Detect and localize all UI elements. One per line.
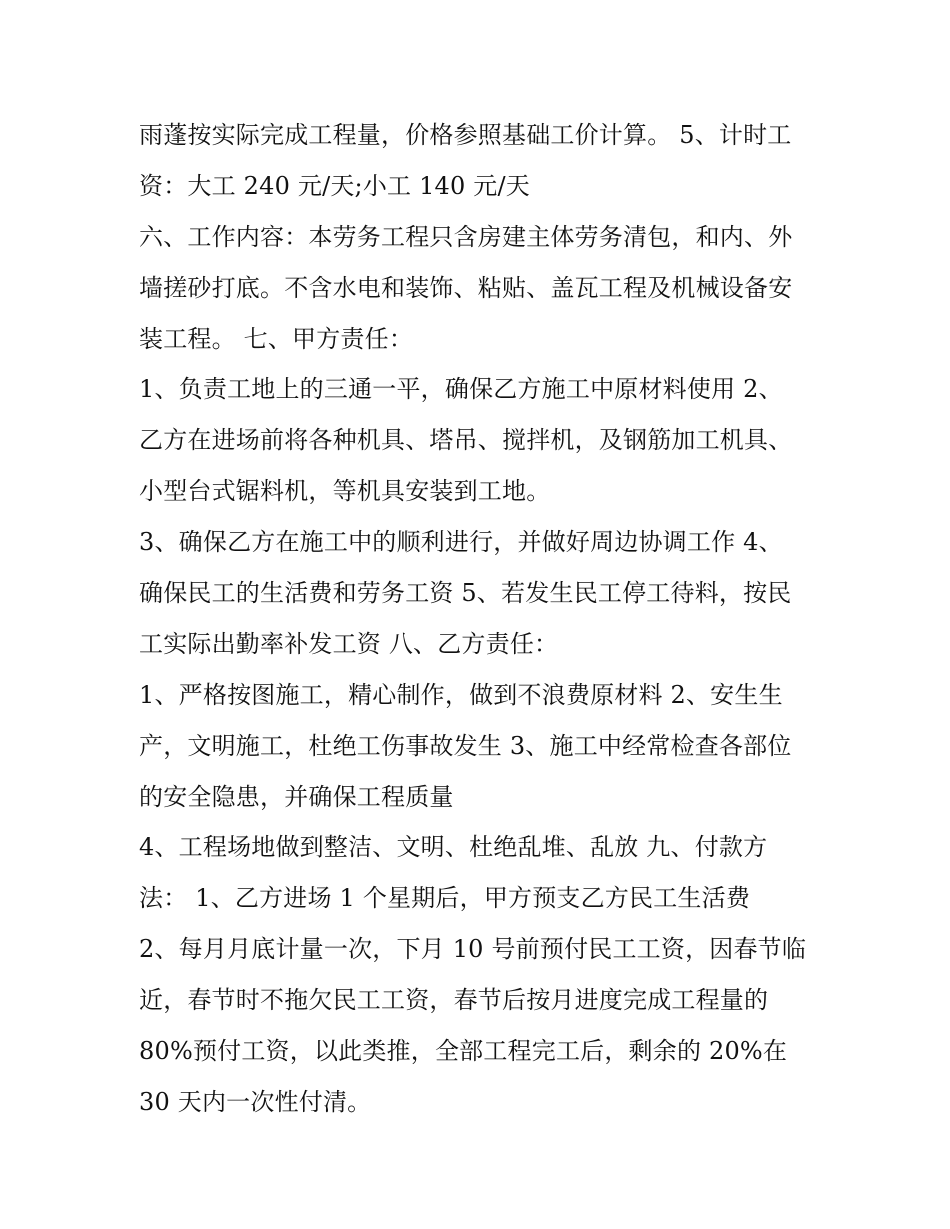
text-line-17: 2、每月月底计量一次，下月 10 号前预付民工工资，因春节临: [139, 935, 807, 964]
text-line-9: 3、确保乙方在施工中的顺利进行，并做好周边协调工作 4、: [139, 528, 783, 557]
text-line-6: 1、负责工地上的三通一平，确保乙方施工中原材料使用 2、: [139, 375, 783, 404]
text-line-8: 小型台式锯料机，等机具安装到工地。: [139, 477, 551, 506]
text-line-10: 确保民工的生活费和劳务工资 5、若发生民工停工待料，按民: [139, 579, 792, 608]
text-line-5: 装工程。 七、甲方责任：: [139, 324, 414, 353]
text-line-3: 六、工作内容：本劳务工程只含房建主体劳务清包，和内、外: [139, 222, 793, 251]
text-line-18: 近，春节时不拖欠民工工资，春节后按月进度完成工程量的: [139, 986, 769, 1015]
text-line-7: 乙方在进场前将各种机具、塔吊、搅拌机，及钢筋加工机具、: [139, 426, 793, 455]
text-line-20: 30 天内一次性付清。: [139, 1087, 372, 1116]
text-line-15: 4、工程场地做到整洁、文明、杜绝乱堆、乱放 九、付款方: [139, 833, 768, 862]
text-line-16: 法： 1、乙方进场 1 个星期后，甲方预支乙方民工生活费: [139, 884, 751, 913]
text-line-12: 1、严格按图施工，精心制作，做到不浪费原材料 2、安生生: [139, 680, 783, 709]
contract-text: [139, 110, 839, 1128]
text-line-4: 墙搓砂打底。不含水电和装饰、粘贴、盖瓦工程及机械设备安: [139, 273, 793, 302]
text-line-14: 的安全隐患，并确保工程质量: [139, 782, 454, 811]
text-line-13: 产，文明施工，杜绝工伤事故发生 3、施工中经常检查各部位: [139, 731, 792, 760]
text-line-11: 工实际出勤率补发工资 八、乙方责任：: [139, 629, 559, 658]
text-line-1: 雨蓬按实际完成工程量，价格参照基础工价计算。 5、计时工: [139, 121, 792, 149]
text-line-2: 资：大工 240 元/天;小工 140 元/天: [139, 171, 530, 200]
text-line-19: 80%预付工资，以此类推，全部工程完工后，剩余的 20%在: [139, 1037, 788, 1066]
